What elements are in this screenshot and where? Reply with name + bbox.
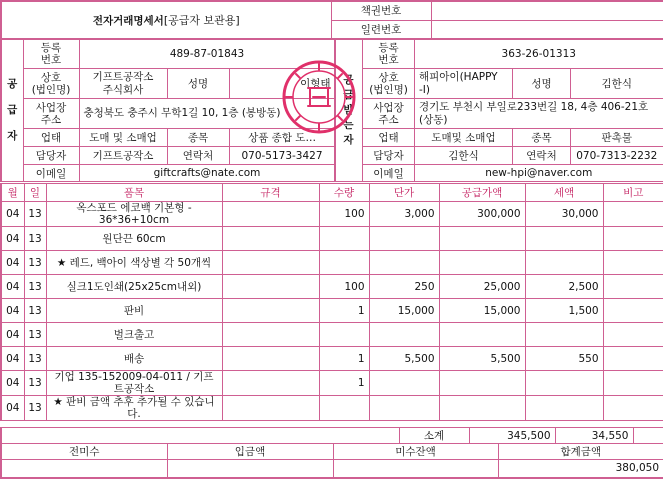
item-month-cell: 04 (1, 299, 24, 323)
item-qty-cell: 1 (319, 347, 369, 371)
item-qty-cell (319, 396, 369, 421)
item-tax-cell (525, 227, 603, 251)
item-qty-cell: 1 (319, 371, 369, 396)
item-day-cell: 13 (24, 299, 46, 323)
company-seal-stamp (280, 58, 358, 136)
summary-table (0, 427, 663, 444)
buyer-side-char: 급 (343, 88, 354, 101)
item-spec-cell (222, 275, 319, 299)
buyer-reg-label: 등록 번호 (363, 39, 415, 69)
buyer-side-char: 받 (343, 103, 354, 116)
item-supply-cell (439, 227, 525, 251)
subtotal-supply: 345,500 (469, 428, 555, 444)
buyer-item-value: 판촉물 (571, 129, 663, 147)
supplier-reg-value: 489-87-01843 (79, 39, 335, 69)
item-note-cell (603, 323, 663, 347)
supplier-email-label: 이메일 (23, 165, 79, 182)
item-row (1, 202, 663, 227)
buyer-name-value: 김한식 (571, 69, 663, 99)
item-note-cell (603, 347, 663, 371)
title-text: 전자거래명세서 (92, 15, 164, 28)
supplier-name-value: 이형태 (229, 69, 335, 99)
supplier-biztype-label: 업태 (23, 129, 79, 147)
book-number-value (431, 1, 663, 20)
item-month-cell: 04 (1, 371, 24, 396)
item-spec-cell (222, 299, 319, 323)
item-qty-cell: 1 (319, 299, 369, 323)
supplier-address-label: 사업장 주소 (23, 99, 79, 129)
item-row (1, 396, 663, 421)
header-day: 일 (24, 184, 46, 202)
item-name-cell: 옥스포드 에코백 기본형 - 36*36+10cm (46, 202, 222, 227)
item-note-cell (603, 396, 663, 421)
subtotal-row (1, 428, 663, 444)
item-price-cell (369, 396, 439, 421)
serial-number-label: 일련번호 (331, 20, 431, 39)
item-row (1, 371, 663, 396)
buyer-manager-value: 김한식 (415, 147, 513, 165)
supplier-side-label (1, 39, 23, 182)
item-tax-cell: 2,500 (525, 275, 603, 299)
subtotal-tax: 34,550 (555, 428, 633, 444)
supplier-side-char: 급 (7, 104, 18, 116)
buyer-biztype-value: 도매및 소매업 (415, 129, 513, 147)
item-supply-cell (439, 371, 525, 396)
title-subtitle: [공급자 보관용] (163, 14, 240, 28)
item-month-cell: 04 (1, 227, 24, 251)
item-day-cell: 13 (24, 251, 46, 275)
item-spec-cell (222, 251, 319, 275)
item-qty-cell (319, 227, 369, 251)
buyer-biztype-label: 업태 (363, 129, 415, 147)
item-qty-cell: 100 (319, 275, 369, 299)
seal-icon (280, 58, 358, 136)
header-tax: 세액 (525, 184, 603, 202)
item-row (1, 299, 663, 323)
supplier-contact-value: 070-5173-3427 (229, 147, 335, 165)
header-unit-price: 단가 (369, 184, 439, 202)
header-note: 비고 (603, 184, 663, 202)
total-value: 380,050 (498, 460, 663, 478)
item-day-cell: 13 (24, 347, 46, 371)
header-spec: 규격 (222, 184, 319, 202)
supplier-name-label: 성명 (167, 69, 229, 99)
item-month-cell: 04 (1, 347, 24, 371)
subtotal-spacer (1, 428, 399, 444)
item-spec-cell (222, 323, 319, 347)
footer-table (0, 443, 663, 479)
supplier-manager-label: 담당자 (23, 147, 79, 165)
item-tax-cell (525, 371, 603, 396)
buyer-table (334, 38, 663, 182)
document-title (1, 1, 331, 39)
item-note-cell (603, 202, 663, 227)
item-qty-cell (319, 323, 369, 347)
item-row (1, 227, 663, 251)
item-name-cell: 기업 135-152009-04-011 / 기프트공작소 (46, 371, 222, 396)
item-note-cell (603, 299, 663, 323)
supplier-company-value: 기프트공작소 주식회사 (79, 69, 167, 99)
supplier-item-value: 상품 종합 도… (229, 129, 335, 147)
item-day-cell: 13 (24, 227, 46, 251)
items-table (0, 183, 663, 421)
item-day-cell: 13 (24, 371, 46, 396)
item-row (1, 251, 663, 275)
buyer-reg-value: 363-26-01313 (415, 39, 663, 69)
supplier-reg-label: 등록 번호 (23, 39, 79, 69)
supplier-side-char: 자 (7, 130, 18, 142)
item-price-cell (369, 371, 439, 396)
item-tax-cell: 1,500 (525, 299, 603, 323)
buyer-side-char: 자 (343, 133, 354, 146)
supplier-biztype-value: 도매 및 소매업 (79, 129, 167, 147)
item-day-cell: 13 (24, 275, 46, 299)
item-supply-cell: 15,000 (439, 299, 525, 323)
item-note-cell (603, 227, 663, 251)
item-name-cell: ★ 레드, 백아이 색상별 각 50개씩 (46, 251, 222, 275)
buyer-company-value: 해피아이(HAPPY -I) (415, 69, 513, 99)
buyer-contact-label: 연락처 (513, 147, 571, 165)
item-tax-cell (525, 323, 603, 347)
item-month-cell: 04 (1, 396, 24, 421)
item-spec-cell (222, 202, 319, 227)
item-note-cell (603, 371, 663, 396)
item-name-cell: 배송 (46, 347, 222, 371)
item-name-cell: 판비 (46, 299, 222, 323)
item-row (1, 347, 663, 371)
item-spec-cell (222, 227, 319, 251)
item-spec-cell (222, 371, 319, 396)
header-qty: 수량 (319, 184, 369, 202)
item-supply-cell (439, 251, 525, 275)
buyer-email-label: 이메일 (363, 165, 415, 182)
buyer-manager-label: 담당자 (363, 147, 415, 165)
book-number-label: 책권번호 (331, 1, 431, 20)
supplier-address-value: 충청북도 충주시 무학1길 10, 1층 (봉방동) (79, 99, 335, 129)
buyer-contact-value: 070-7313-2232 (571, 147, 663, 165)
item-name-cell: 실크1도인쇄(25x25cm내외) (46, 275, 222, 299)
item-price-cell: 15,000 (369, 299, 439, 323)
item-row (1, 275, 663, 299)
item-supply-cell: 300,000 (439, 202, 525, 227)
item-price-cell (369, 227, 439, 251)
item-month-cell: 04 (1, 275, 24, 299)
item-tax-cell: 550 (525, 347, 603, 371)
item-note-cell (603, 275, 663, 299)
buyer-side-char: 는 (343, 118, 354, 131)
item-spec-cell (222, 347, 319, 371)
serial-number-value (431, 20, 663, 39)
balance-value (333, 460, 498, 478)
items-header-row (1, 184, 663, 202)
item-price-cell: 250 (369, 275, 439, 299)
item-supply-cell: 25,000 (439, 275, 525, 299)
item-row (1, 323, 663, 347)
paid-value (167, 460, 333, 478)
item-note-cell (603, 251, 663, 275)
item-qty-cell (319, 251, 369, 275)
supplier-manager-value: 기프트공작소 (79, 147, 167, 165)
item-tax-cell (525, 396, 603, 421)
item-name-cell: ★ 판비 금액 추후 추가될 수 있습니다. (46, 396, 222, 421)
supplier-contact-label: 연락처 (167, 147, 229, 165)
buyer-address-label: 사업장 주소 (363, 99, 415, 129)
item-name-cell: 원단끈 60cm (46, 227, 222, 251)
supplier-email-value: giftcrafts@nate.com (79, 165, 335, 182)
subtotal-note-cell (633, 428, 663, 444)
buyer-item-label: 종목 (513, 129, 571, 147)
item-price-cell (369, 323, 439, 347)
supplier-company-label: 상호 (법인명) (23, 69, 79, 99)
buyer-name-label: 성명 (513, 69, 571, 99)
item-name-cell: 벌크출고 (46, 323, 222, 347)
supplier-item-label: 종목 (167, 129, 229, 147)
unpaid-label: 전미수 (1, 444, 167, 460)
item-price-cell: 5,500 (369, 347, 439, 371)
subtotal-label: 소계 (399, 428, 469, 444)
item-supply-cell (439, 396, 525, 421)
header-month: 월 (1, 184, 24, 202)
supplier-side-char: 공 (7, 78, 18, 90)
item-qty-cell: 100 (319, 202, 369, 227)
balance-label: 미수잔액 (333, 444, 498, 460)
item-tax-cell (525, 251, 603, 275)
buyer-address-value: 경기도 부천시 부일로233번길 18, 4층 406-21호 (상동) (415, 99, 663, 129)
item-month-cell: 04 (1, 323, 24, 347)
item-day-cell: 13 (24, 396, 46, 421)
unpaid-value (1, 460, 167, 478)
item-supply-cell (439, 323, 525, 347)
item-price-cell: 3,000 (369, 202, 439, 227)
item-supply-cell: 5,500 (439, 347, 525, 371)
header-supply-amount: 공급가액 (439, 184, 525, 202)
item-spec-cell (222, 396, 319, 421)
item-month-cell: 04 (1, 251, 24, 275)
header-item-name: 품목 (46, 184, 222, 202)
item-day-cell: 13 (24, 202, 46, 227)
total-label: 합계금액 (498, 444, 663, 460)
buyer-company-label: 상호 (법인명) (363, 69, 415, 99)
item-tax-cell: 30,000 (525, 202, 603, 227)
buyer-side-char: 공 (343, 73, 354, 86)
paid-label: 입금액 (167, 444, 333, 460)
item-price-cell (369, 251, 439, 275)
title-table (0, 0, 663, 40)
buyer-email-value: new-hpi@naver.com (415, 165, 663, 182)
item-day-cell: 13 (24, 323, 46, 347)
item-month-cell: 04 (1, 202, 24, 227)
